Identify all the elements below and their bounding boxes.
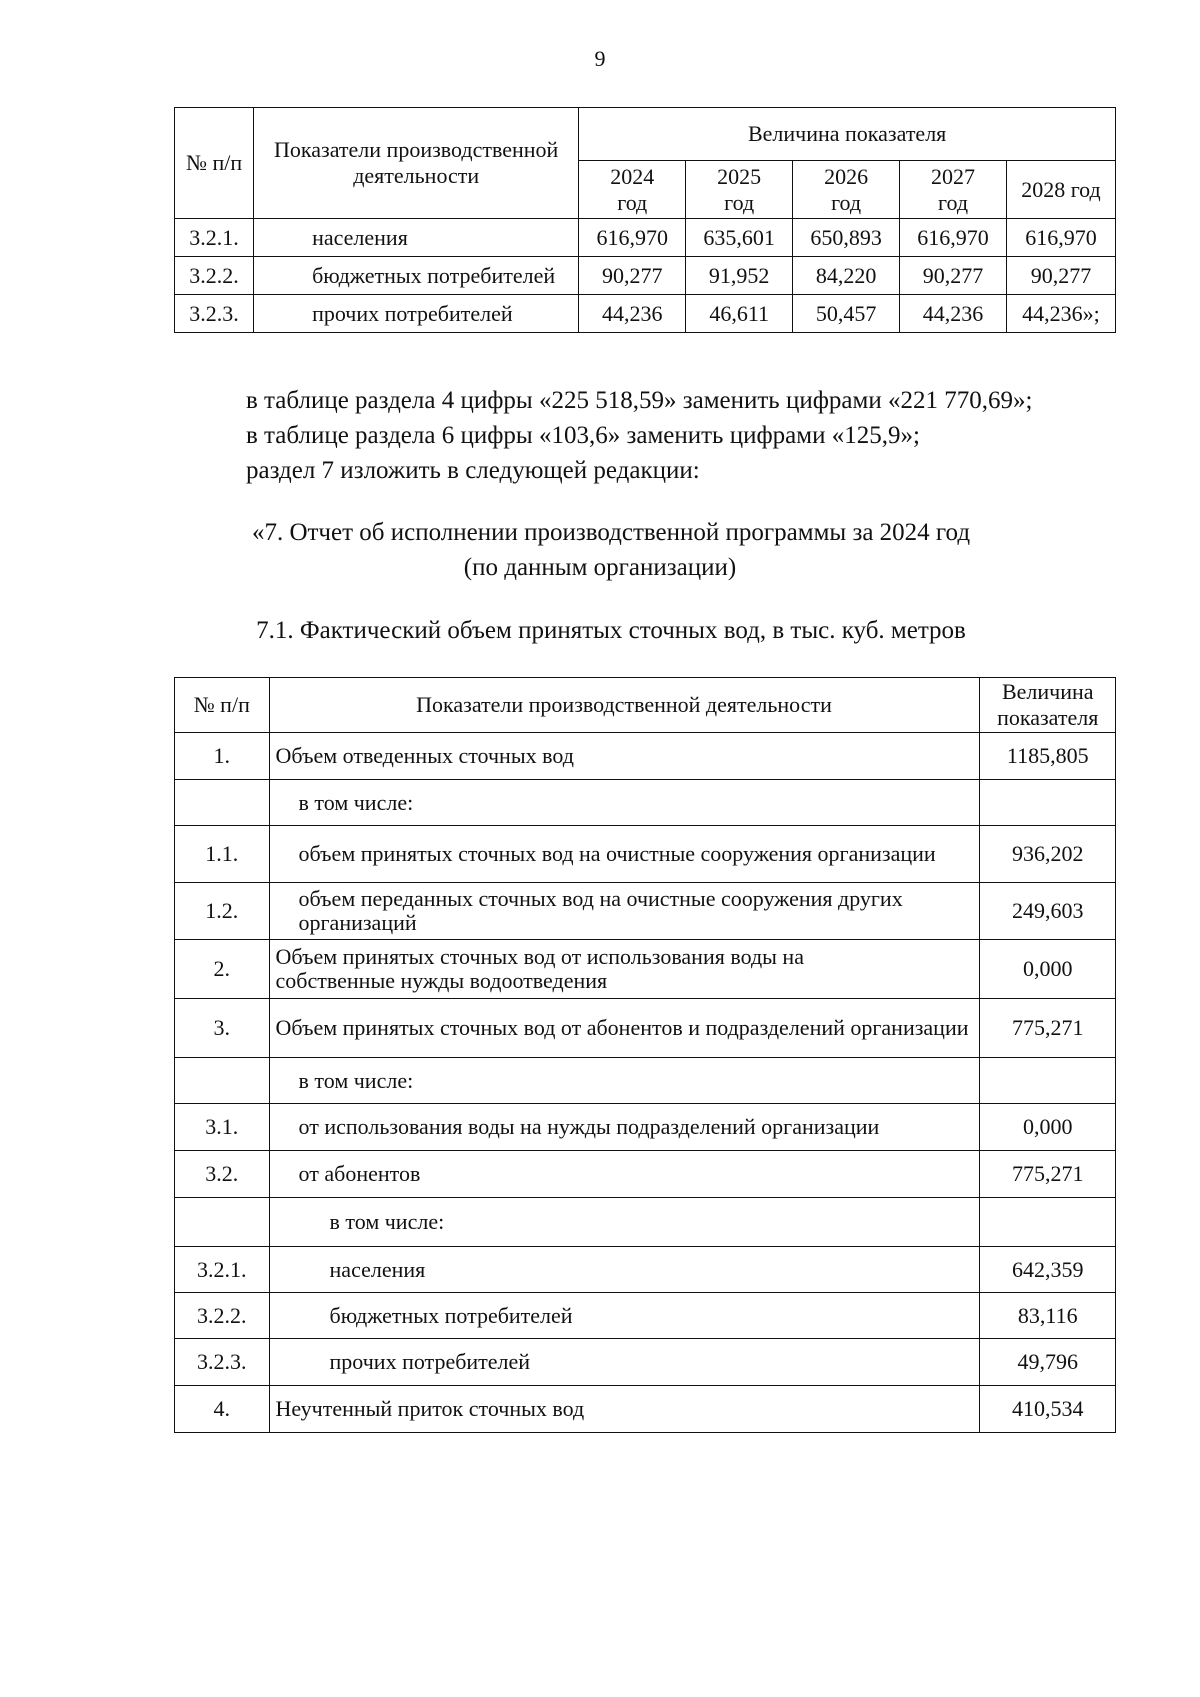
year-2024: 2024 год — [579, 161, 686, 219]
row-num: 3.1. — [175, 1104, 270, 1151]
row-name: в том числе: — [269, 780, 980, 826]
row-name: Неучтенный приток сточных вод — [269, 1386, 980, 1433]
row-value: 44,236»; — [1006, 295, 1115, 333]
header-value: Величина показателя — [579, 108, 1116, 161]
paragraph-section6: в таблице раздела 6 цифры «103,6» заменить цифрами «125,9»; — [246, 422, 920, 449]
row-num: 1. — [175, 733, 270, 780]
paragraph-section7: раздел 7 изложить в следующей редакции: — [246, 457, 700, 484]
row-value: 46,611 — [686, 295, 793, 333]
row-name: объем принятых сточных вод на очистные сооружения организации — [269, 826, 980, 883]
row-num: 3.2.1. — [175, 1247, 270, 1293]
row-value: 775,271 — [980, 1151, 1116, 1198]
forecast-table — [174, 107, 1116, 333]
table-row — [175, 1058, 1116, 1104]
row-value: 616,970 — [1006, 219, 1115, 257]
row-name: в том числе: — [269, 1198, 980, 1247]
row-value — [980, 1198, 1116, 1247]
row-num: 3.2.1. — [175, 219, 254, 257]
row-name: от использования воды на нужды подразделений организации — [269, 1104, 980, 1151]
row-num: 2. — [175, 940, 270, 999]
row-num: 3.2.3. — [175, 1339, 270, 1386]
row-name: Объем принятых сточных вод от использования воды на собственные нужды водоотведения — [269, 940, 980, 999]
table-row — [175, 1104, 1116, 1151]
table-row — [175, 257, 1116, 295]
row-name: населения — [269, 1247, 980, 1293]
row-name: в том числе: — [269, 1058, 980, 1104]
row-name: Объем отведенных сточных вод — [269, 733, 980, 780]
section-title: «7. Отчет об исполнении производственной программы за 2024 год — [251, 519, 971, 546]
row-name: бюджетных потребителей — [254, 257, 579, 295]
header-num: № п/п — [175, 678, 270, 733]
row-value: 90,277 — [579, 257, 686, 295]
table-row — [175, 1293, 1116, 1339]
table-row — [175, 1339, 1116, 1386]
row-value: 84,220 — [793, 257, 900, 295]
row-name: прочих потребителей — [254, 295, 579, 333]
row-num: 3.2.3. — [175, 295, 254, 333]
header-value: Величина показателя — [980, 678, 1116, 733]
table-row — [175, 780, 1116, 826]
paragraph-section4: в таблице раздела 4 цифры «225 518,59» заменить цифрами «221 770,69»; — [246, 387, 1033, 414]
row-value: 50,457 — [793, 295, 900, 333]
header-indicator: Показатели производственной деятельности — [269, 678, 980, 733]
row-value: 616,970 — [579, 219, 686, 257]
row-num: 3.2.2. — [175, 1293, 270, 1339]
row-value: 90,277 — [1006, 257, 1115, 295]
row-value: 44,236 — [900, 295, 1007, 333]
row-name: Объем принятых сточных вод от абонентов и подразделений организации — [269, 999, 980, 1058]
row-value: 0,000 — [980, 1104, 1116, 1151]
row-value: 90,277 — [900, 257, 1007, 295]
row-num: 1.1. — [175, 826, 270, 883]
row-value: 49,796 — [980, 1339, 1116, 1386]
row-value: 91,952 — [686, 257, 793, 295]
year-2025: 2025 год — [686, 161, 793, 219]
row-value: 410,534 — [980, 1386, 1116, 1433]
row-num: 3.2. — [175, 1151, 270, 1198]
table-row — [175, 733, 1116, 780]
header-num: № п/п — [175, 108, 254, 219]
row-value: 1185,805 — [980, 733, 1116, 780]
table-row — [175, 999, 1116, 1058]
row-num — [175, 1198, 270, 1247]
row-name: объем переданных сточных вод на очистные сооружения других организаций — [269, 883, 980, 940]
row-num — [175, 780, 270, 826]
row-name: от абонентов — [269, 1151, 980, 1198]
table-row — [175, 883, 1116, 940]
row-name: прочих потребителей — [269, 1339, 980, 1386]
row-value: 635,601 — [686, 219, 793, 257]
row-value: 44,236 — [579, 295, 686, 333]
table-row — [175, 1151, 1116, 1198]
row-num: 1.2. — [175, 883, 270, 940]
row-num: 3. — [175, 999, 270, 1058]
header-indicator: Показатели производственной деятельности — [254, 108, 579, 219]
section-subtitle: (по данным организации) — [463, 554, 737, 581]
row-value: 936,202 — [980, 826, 1116, 883]
row-num — [175, 1058, 270, 1104]
row-num: 3.2.2. — [175, 257, 254, 295]
row-value: 775,271 — [980, 999, 1116, 1058]
table-row — [175, 295, 1116, 333]
table-row — [175, 219, 1116, 257]
row-value: 0,000 — [980, 940, 1116, 999]
page-number: 9 — [594, 46, 606, 71]
table-header-row — [175, 108, 1116, 161]
year-2027: 2027 год — [900, 161, 1007, 219]
actual-volume-table — [174, 677, 1116, 1433]
table-row — [175, 826, 1116, 883]
table-row — [175, 1386, 1116, 1433]
table-row — [175, 940, 1116, 999]
row-value: 249,603 — [980, 883, 1116, 940]
row-value: 642,359 — [980, 1247, 1116, 1293]
table-row — [175, 1198, 1116, 1247]
row-value — [980, 780, 1116, 826]
row-value: 650,893 — [793, 219, 900, 257]
subsection-title: 7.1. Фактический объем принятых сточных вод, в тыс. куб. метров — [256, 617, 966, 644]
row-value — [980, 1058, 1116, 1104]
row-name: населения — [254, 219, 579, 257]
row-name: бюджетных потребителей — [269, 1293, 980, 1339]
year-2026: 2026 год — [793, 161, 900, 219]
row-value: 83,116 — [980, 1293, 1116, 1339]
year-2028: 2028 год — [1006, 161, 1115, 219]
table-header-row — [175, 678, 1116, 733]
row-num: 4. — [175, 1386, 270, 1433]
table-row — [175, 1247, 1116, 1293]
row-value: 616,970 — [900, 219, 1007, 257]
